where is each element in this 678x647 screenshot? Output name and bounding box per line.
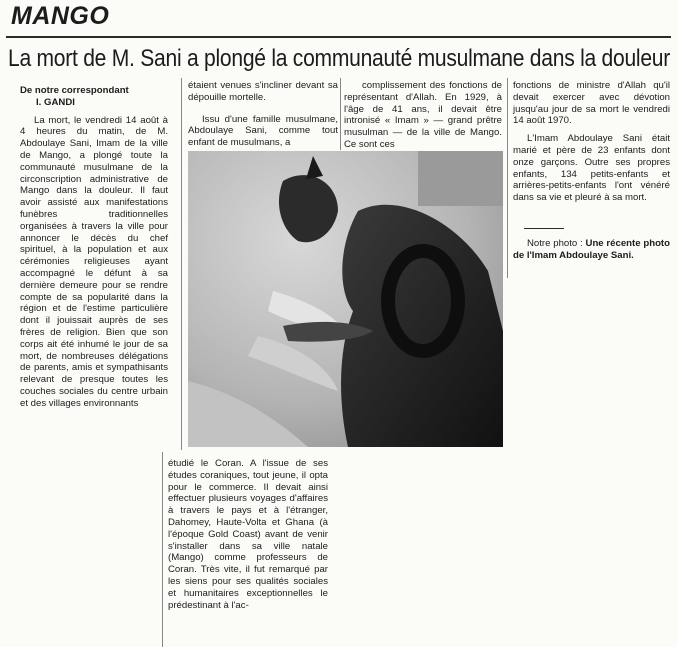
photo-caption <box>513 238 670 262</box>
article-paragraph: L'Imam Abdoulaye Sani était marié et père de 23 enfants dont onze garçons. Outre ses propres enfants, 134 petits-enfants et arrières-petits-enfants l'ont vénéré dans sa vie et pleuré à sa mort. <box>513 133 670 204</box>
column-separator <box>162 452 163 647</box>
column-4 <box>513 80 670 204</box>
section-rubric: MANGO <box>11 2 110 30</box>
caption-text: Une récente photo de l'Imam Abdoulaye Sani. <box>513 238 670 261</box>
caption-rule <box>524 228 564 229</box>
column-3-top <box>344 80 502 151</box>
photo-image <box>188 151 503 447</box>
column-1 <box>20 85 168 410</box>
article-paragraph: complissement des fonctions de représentant d'Allah. En 1929, à l'âge de 41 ans, il devait être intronisé « Imam » — grand prêtre musulman — de la ville de Mango. Ce sont ces <box>344 80 502 150</box>
column-separator <box>507 78 508 278</box>
caption-label: Notre photo : <box>527 238 583 249</box>
headline: La mort de M. Sani a plongé la communauté musulmane dans la douleur <box>8 45 671 72</box>
column-2-top <box>188 80 338 149</box>
byline-line-2: I. GANDI <box>36 96 75 108</box>
article-paragraph: Issu d'une famille musulmane, Abdoulaye Sani, comme tout enfant de musulmans, a <box>188 113 338 149</box>
article-paragraph: étudié le Coran. A l'issue de ses études coraniques, tout jeune, il opta pour le commerce. Il devait ainsi effectuer plusieurs voyages d'affaires à travers le pays et à l'étranger, Dahomey, Haute-Volta et Ghana (à l'époque Gold Coast) avant de venir s'installer dans sa ville natale (Mango) comme professeurs de Coran. Très vite, il fut remarqué par les siens pour ses qualités sociales et humanitaires exceptionnelles le prédestinant à l'ac- <box>168 458 328 611</box>
imam-photo <box>188 151 503 447</box>
article-paragraph: étaient venues s'incliner devant sa dépouille mortelle. <box>188 80 338 103</box>
byline-line-1: De notre correspondant <box>20 85 129 96</box>
article-paragraph: La mort, le vendredi 14 août à 4 heures du matin, de M. Abdoulaye Sani, Imam de la ville de Mango, a plongé toute la communauté musulmane de la circonscription administrative de Mango dans la douleur. Il faut avoir assisté aux manifestations funèbres traditionnelles organisées à travers la ville pour annoncer le décès du chef spirituel, à la population et aux cérémonies religieuses ayant accompagné le défunt à sa dernière demeure pour se rendre compte de sa popularité dans la région et de l'estime particulière dont il jouissait auprès de ses frères de religion. Bien que son corps ait été inhumé le jour de sa mort, de nombreuses délégations de parents, amis et sympathisants relevant de presque toutes les couches sociales du centre urbain et des villages environnants <box>20 114 168 409</box>
column-2-bottom <box>168 458 328 611</box>
column-separator <box>181 78 182 450</box>
column-separator <box>340 78 341 150</box>
top-rule <box>6 36 671 38</box>
article-paragraph: fonctions de ministre d'Allah qu'il devait exercer avec dévotion jusqu'au jour de sa mort le vendredi 14 août 1970. <box>513 80 670 127</box>
